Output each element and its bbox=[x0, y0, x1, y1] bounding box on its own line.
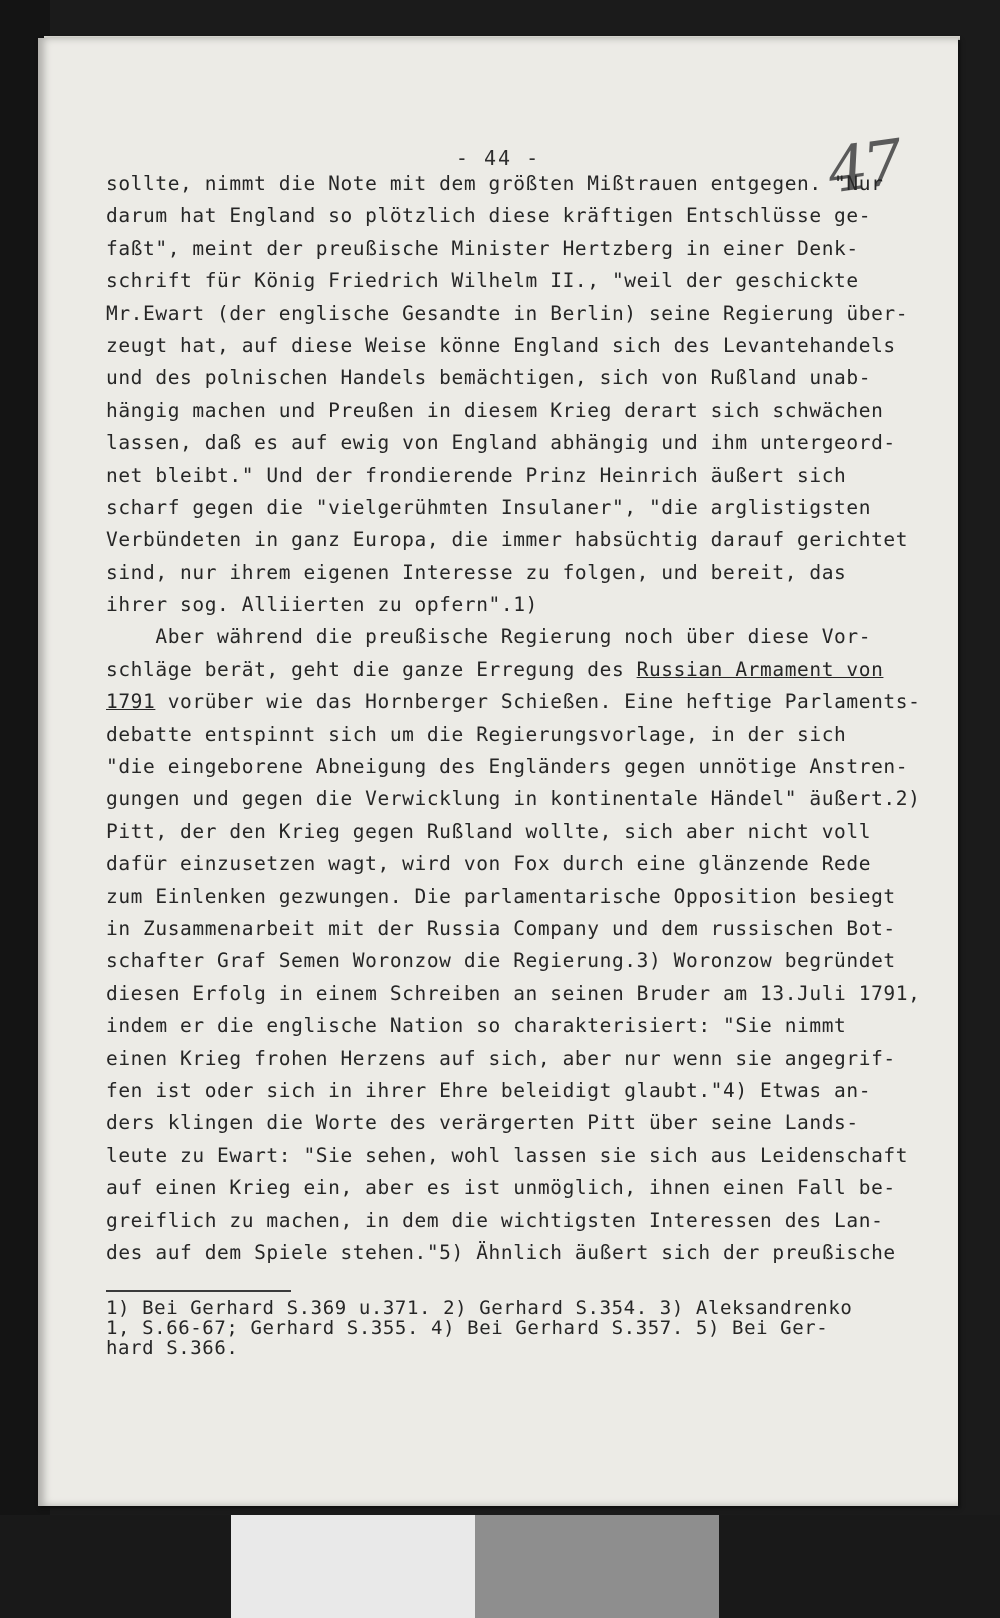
text-line: dafür einzusetzen wagt, wird von Fox durch eine glänzende Rede bbox=[106, 852, 872, 876]
text-line: hängig machen und Preußen in diesem Krieg derart sich schwächen bbox=[106, 398, 884, 422]
text-line: in Zusammenarbeit mit der Russia Company und dem russischen Bot- bbox=[106, 916, 896, 940]
footnotes bbox=[106, 1298, 986, 1358]
text-line: des auf dem Spiele stehen."5) Ähnlich äußert sich der preußische bbox=[106, 1240, 896, 1264]
text-line: sind, nur ihrem eigenen Interesse zu folgen, und bereit, das bbox=[106, 560, 847, 584]
footnote-line: 1) Bei Gerhard S.369 u.371. 2) Gerhard S.354. 3) Aleksandrenko bbox=[106, 1297, 853, 1319]
page-number: - 44 - bbox=[455, 146, 541, 170]
text-line: net bleibt." Und der frondierende Prinz Heinrich äußert sich bbox=[106, 463, 847, 487]
footnote-divider bbox=[106, 1290, 291, 1292]
text-line: indem er die englische Nation so charakterisiert: "Sie nimmt bbox=[106, 1014, 847, 1038]
footnote-line: hard S.366. bbox=[106, 1337, 239, 1359]
text-line: Aber während die preußische Regierung noch über diese Vor- bbox=[106, 625, 872, 649]
text-line: Pitt, der den Krieg gegen Rußland wollte, sich aber nicht voll bbox=[106, 819, 872, 843]
text-line: fen ist oder sich in ihrer Ehre beleidigt glaubt."4) Etwas an- bbox=[106, 1078, 872, 1102]
text-line: schläge berät, geht die ganze Erregung des Russian Armament von bbox=[106, 657, 884, 681]
calibration-card-gray bbox=[475, 1515, 719, 1618]
text-line: gungen und gegen die Verwicklung in kontinentale Händel" äußert.2) bbox=[106, 787, 921, 811]
text-line: einen Krieg frohen Herzens auf sich, aber nur wenn sie angegrif- bbox=[106, 1046, 896, 1070]
text-line: faßt", meint der preußische Minister Hertzberg in einer Denk- bbox=[106, 236, 859, 260]
text-line: lassen, daß es auf ewig von England abhängig und ihm untergeord- bbox=[106, 431, 896, 455]
text-line: schrift für König Friedrich Wilhelm II., "weil der geschickte bbox=[106, 269, 859, 293]
text-line: ihrer sog. Alliierten zu opfern".1) bbox=[106, 593, 538, 617]
text-line: 1791 vorüber wie das Hornberger Schießen. Eine heftige Parlaments- bbox=[106, 690, 921, 714]
text-line: leute zu Ewart: "Sie sehen, wohl lassen sie sich aus Leidenschaft bbox=[106, 1143, 909, 1167]
calibration-card-white bbox=[231, 1515, 475, 1618]
document-page bbox=[38, 38, 958, 1506]
text-line: zeugt hat, auf diese Weise könne England sich des Levantehandels bbox=[106, 333, 896, 357]
underlined-term: Russian Armament von bbox=[636, 657, 884, 681]
text-line: Verbündeten in ganz Europa, die immer habsüchtig darauf gerichtet bbox=[106, 528, 909, 552]
text-line: auf einen Krieg ein, aber es ist unmöglich, ihnen einen Fall be- bbox=[106, 1176, 896, 1200]
text-line: scharf gegen die "vielgerühmten Insulaner", "die arglistigsten bbox=[106, 495, 872, 519]
text-line: darum hat England so plötzlich diese kräftigen Entschlüsse ge- bbox=[106, 204, 872, 228]
text-line: greiflich zu machen, in dem die wichtigsten Interessen des Lan- bbox=[106, 1208, 884, 1232]
text-line: "die eingeborene Abneigung des Engländers gegen unnötige Anstren- bbox=[106, 755, 909, 779]
text-line: schafter Graf Semen Woronzow die Regierung.3) Woronzow begründet bbox=[106, 949, 896, 973]
underlined-term: 1791 bbox=[106, 690, 156, 714]
text-line: debatte entspinnt sich um die Regierungsvorlage, in der sich bbox=[106, 722, 847, 746]
text-line: und des polnischen Handels bemächtigen, sich von Rußland unab- bbox=[106, 366, 872, 390]
text-line: diesen Erfolg in einem Schreiben an seinen Bruder am 13.Juli 1791, bbox=[106, 981, 921, 1005]
body-text bbox=[106, 168, 986, 1269]
text-line: sollte, nimmt die Note mit dem größten Mißtrauen entgegen. "Nur bbox=[106, 172, 884, 195]
text-line: zum Einlenken gezwungen. Die parlamentarische Opposition besiegt bbox=[106, 884, 896, 908]
handwritten-folio-number: 47 bbox=[823, 125, 904, 208]
text-line: Mr.Ewart (der englische Gesandte in Berlin) seine Regierung über- bbox=[106, 301, 909, 325]
footnote-line: 1, S.66-67; Gerhard S.355. 4) Bei Gerhard S.357. 5) Bei Ger- bbox=[106, 1317, 829, 1339]
text-line: ders klingen die Worte des verärgerten Pitt über seine Lands- bbox=[106, 1111, 859, 1135]
